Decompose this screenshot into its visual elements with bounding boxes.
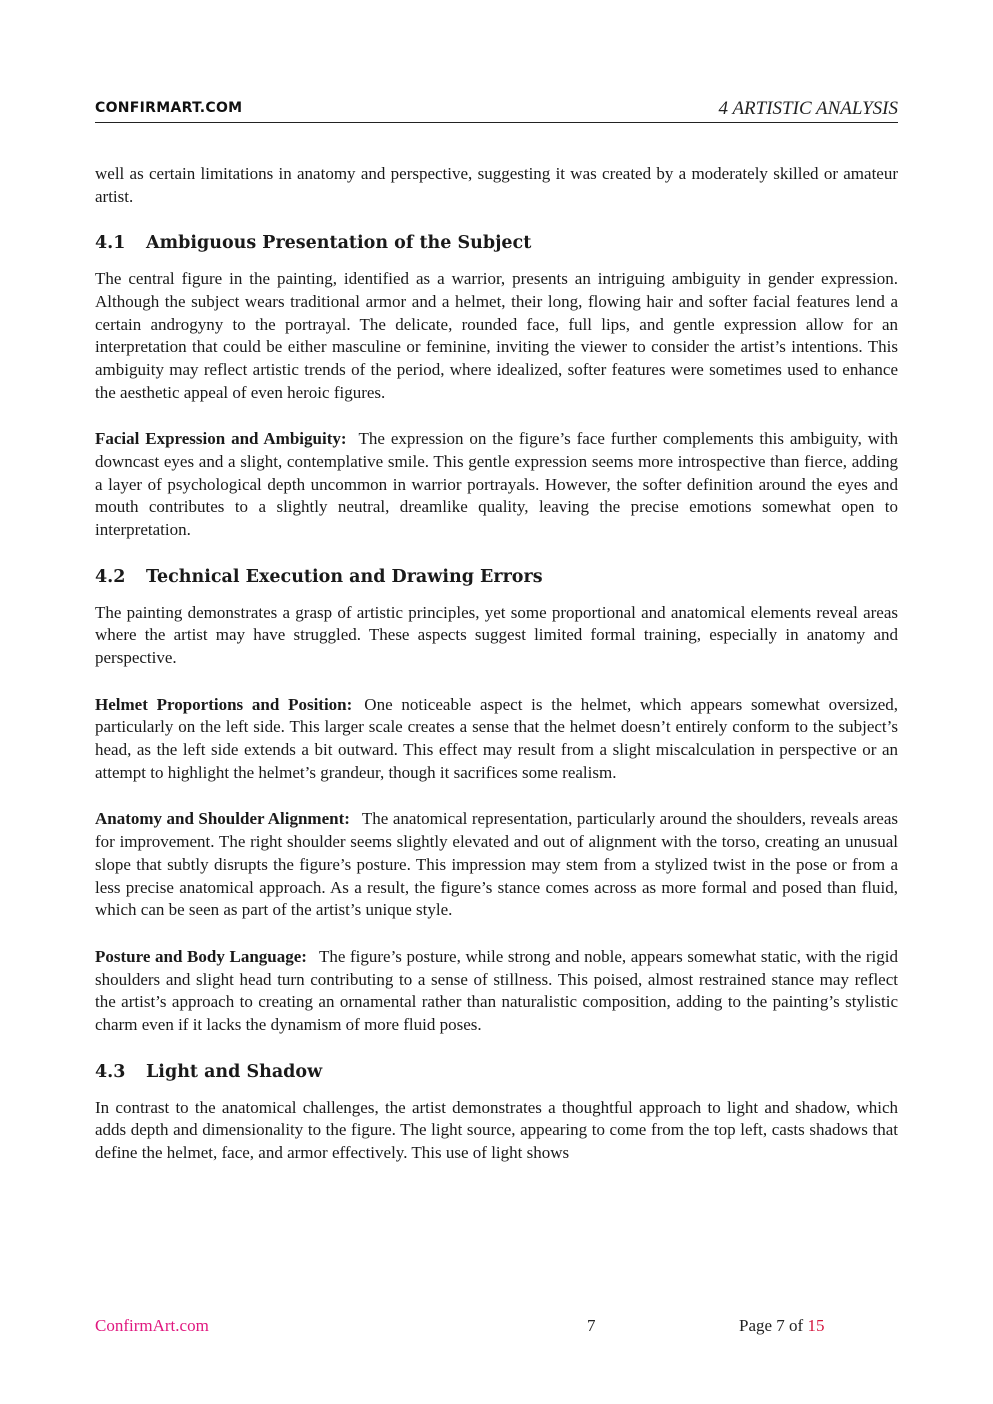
page-header (95, 98, 898, 123)
total-pages-link[interactable]: 15 (807, 1316, 825, 1335)
paragraph-heading: Anatomy and Shoulder Alignment: (95, 809, 350, 829)
page-counter-label: Page 7 of (739, 1316, 804, 1335)
section-number: 4.3 (95, 1061, 126, 1082)
document-body (95, 163, 898, 1165)
section-title: Light and Shadow (146, 1061, 323, 1082)
section-number: 4.1 (95, 233, 126, 254)
page-counter (739, 1316, 824, 1336)
paragraph-heading: Facial Expression and Ambiguity: (95, 429, 347, 449)
paragraph-helmet-proportions (95, 694, 898, 785)
paragraph-text: The expression on the figure’s face further complements this ambiguity, with downcast eyes and a slight, contemplative smile. This gentle expression seems more introspective than fierce, adding a layer of psychological depth uncommon in warrior portrayals. However, the softer definition around the eyes and mouth contributes to a slightly neutral, dreamlike quality, leaving the precise emotions somewhat open to interpretation. (95, 429, 898, 540)
section-body: The painting demonstrates a grasp of artistic principles, yet some proportional and anatomical elements reveal areas where the artist may have struggled. These aspects suggest limited formal training, especially in anatomy and perspective. (95, 602, 898, 667)
intro-continuation: well as certain limitations in anatomy and perspective, suggesting it was created by a moderately skilled or amateur artist. (95, 164, 898, 206)
section-title: Ambiguous Presentation of the Subject (146, 233, 532, 254)
section-heading-4-2 (95, 566, 898, 589)
running-title: 4 ARTISTIC ANALYSIS (718, 98, 898, 119)
section-number: 4.2 (95, 566, 126, 587)
section-body: The central figure in the painting, identified as a warrior, presents an intriguing ambiguity in gender expression. Although the subject wears traditional armor and a helmet, their long, flowing hair and softer facial features lend a certain androgyny to the portrayal. The delicate, rounded face, full lips, and gentle expression allow for an interpretation that could be either masculine or feminine, inviting the viewer to consider the artist’s intentions. This ambiguity may reflect artistic trends of the period, where idealized, softer features were sometimes used to enhance the aesthetic appeal of even heroic figures. (95, 269, 898, 402)
paragraph-facial-expression (95, 428, 898, 542)
section-title: Technical Execution and Drawing Errors (146, 566, 543, 587)
paragraph-text: One noticeable aspect is the helmet, which appears somewhat oversized, particularly on the left side. This larger scale creates a sense that the helmet doesn’t entirely conform to the subject’s head, as the left side extends a bit outward. This effect may result from a slight miscalculation in perspective or an attempt to highlight the helmet’s grandeur, though it sacrifices some realism. (95, 694, 898, 782)
paragraph-heading: Posture and Body Language: (95, 946, 307, 966)
site-link[interactable]: ConfirmArt.com (95, 1316, 209, 1335)
paragraph-text: The figure’s posture, while strong and noble, appears somewhat static, with the rigid shoulders and slight head turn contributing to a sense of stillness. This poised, almost restrained stance may reflect the artist’s approach to creating an ornamental rather than naturalistic composition, adding to the painting’s stylistic charm even if it lacks the dynamism of more fluid poses. (95, 946, 898, 1035)
paragraph-posture (95, 946, 898, 1037)
section-body: In contrast to the anatomical challenges, the artist demonstrates a thoughtful approach to light and shadow, which adds depth and dimensionality to the figure. The light source, appearing to come from the top left, casts shadows that define the helmet, face, and armor effectively. This use of light shows (95, 1097, 898, 1162)
paragraph-text: The anatomical representation, particularly around the shoulders, reveals areas for improvement. The right shoulder seems slightly elevated and out of alignment with the torso, creating an unusual slope that subtly disrupts the figure’s posture. This impression may stem from a stylized twist in the pose or from a less precise anatomical approach. As a result, the figure’s stance comes across as more formal and posed than fluid, which can be seen as part of the artist’s unique style. (95, 809, 898, 920)
page-footer (95, 1316, 898, 1340)
section-heading-4-3 (95, 1061, 898, 1084)
page-number: 7 (587, 1316, 596, 1335)
paragraph-heading: Helmet Proportions and Position: (95, 694, 353, 714)
section-heading-4-1 (95, 232, 898, 255)
site-logo: CONFIRMART.COM (95, 100, 243, 116)
paragraph-anatomy-shoulder (95, 808, 898, 922)
